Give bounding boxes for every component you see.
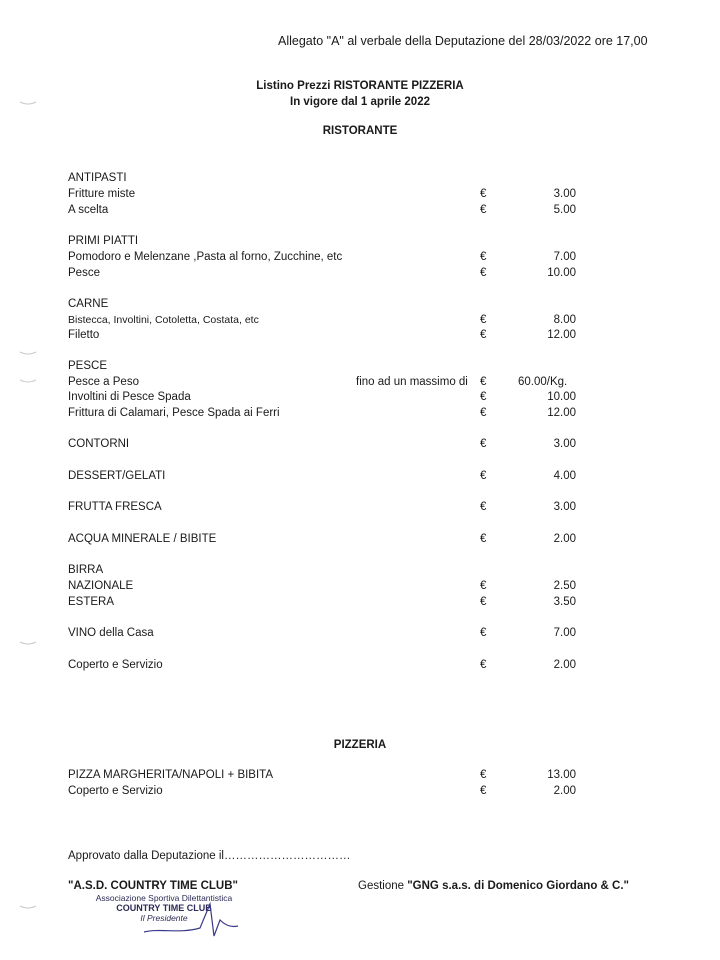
menu-item-vino [68, 627, 628, 643]
category-carne [68, 298, 628, 314]
item-label: NAZIONALE [68, 580, 134, 592]
currency-symbol: € [480, 204, 487, 216]
club-name: "A.S.D. COUNTRY TIME CLUB" [68, 880, 238, 892]
item-price: 13.00 [547, 769, 576, 781]
item-label: ACQUA MINERALE / BIBITE [68, 533, 217, 545]
item-label: Bistecca, Involtini, Cotoletta, Costata, etc [68, 314, 259, 326]
category-primi [68, 235, 628, 251]
item-price: 60.00/Kg. [518, 376, 568, 388]
section-title-pizzeria: PIZZERIA [333, 739, 387, 751]
item-price: 2.00 [553, 785, 576, 797]
category-heading: BIRRA [68, 564, 104, 576]
item-price: 2.00 [553, 659, 576, 671]
item-price: 12.00 [547, 329, 576, 341]
category-heading: ANTIPASTI [68, 172, 127, 184]
item-label: Coperto e Servizio [68, 659, 163, 671]
item-price: 7.00 [553, 627, 576, 639]
currency-symbol: € [480, 314, 487, 326]
item-label: FRUTTA FRESCA [68, 501, 162, 513]
currency-symbol: € [480, 627, 487, 639]
title-line-2: In vigore dal 1 aprile 2022 [290, 96, 430, 108]
currency-symbol: € [480, 785, 487, 797]
item-price: 3.50 [553, 596, 576, 608]
currency-symbol: € [480, 251, 487, 263]
currency-symbol: € [480, 376, 487, 388]
item-price: 4.00 [553, 470, 576, 482]
menu-item [68, 251, 628, 267]
menu-item [68, 580, 628, 596]
currency-symbol: € [480, 267, 487, 279]
currency-symbol: € [480, 580, 487, 592]
menu-item [68, 391, 628, 407]
menu-item [68, 188, 628, 204]
item-price: 3.00 [553, 501, 576, 513]
item-label: VINO della Casa [68, 627, 154, 639]
currency-symbol: € [480, 769, 487, 781]
item-price: 12.00 [547, 407, 576, 419]
item-label: Fritture miste [68, 188, 136, 200]
menu-item-acqua [68, 533, 628, 549]
header-note: Allegato "A" al verbale della Deputazione del 28/03/2022 ore 17,00 [278, 34, 648, 48]
category-pesce [68, 360, 628, 376]
item-label: Pesce a Peso [68, 376, 139, 388]
item-price: 2.00 [553, 533, 576, 545]
category-birra [68, 564, 628, 580]
item-label: Filetto [68, 329, 100, 341]
item-label: CONTORNI [68, 438, 130, 450]
item-note: fino ad un massimo di [356, 376, 468, 388]
item-price: 3.00 [553, 188, 576, 200]
menu-item [68, 267, 628, 283]
item-price: 5.00 [553, 204, 576, 216]
menu-item [68, 204, 628, 220]
item-label: Coperto e Servizio [68, 785, 163, 797]
currency-symbol: € [480, 501, 487, 513]
menu-item-coperto [68, 659, 628, 675]
category-antipasti [68, 172, 628, 188]
item-label: A scelta [68, 204, 109, 216]
currency-symbol: € [480, 329, 487, 341]
item-label: PIZZA MARGHERITA/NAPOLI + BIBITA [68, 769, 274, 781]
menu-item [68, 407, 628, 423]
item-price: 2.50 [553, 580, 576, 592]
item-label: DESSERT/GELATI [68, 470, 166, 482]
gestione-prefix: Gestione [358, 880, 408, 892]
category-heading: PESCE [68, 360, 107, 372]
currency-symbol: € [480, 659, 487, 671]
section-title-ristorante: RISTORANTE [322, 125, 398, 137]
stamp-line-3: Il Presidente [140, 913, 188, 923]
item-label: Pomodoro e Melenzane ,Pasta al forno, Zucchine, etc [68, 251, 343, 263]
stamp-line-1: Associazione Sportiva Dilettantistica [95, 893, 233, 903]
currency-symbol: € [480, 188, 487, 200]
menu-item [68, 596, 628, 612]
title-line-1: Listino Prezzi RISTORANTE PIZZERIA [256, 80, 464, 92]
menu-item [68, 376, 628, 392]
currency-symbol: € [480, 407, 487, 419]
item-price: 10.00 [547, 267, 576, 279]
currency-symbol: € [480, 438, 487, 450]
gestione-name: "GNG s.a.s. di Domenico Giordano & C." [407, 880, 630, 892]
item-price: 8.00 [553, 314, 576, 326]
category-heading: PRIMI PIATTI [68, 235, 139, 247]
approval-line: Approvato dalla Deputazione il…………………………… [68, 850, 351, 862]
menu-item-dessert [68, 470, 628, 486]
menu-item-contorni [68, 438, 628, 454]
item-price: 7.00 [553, 251, 576, 263]
currency-symbol: € [480, 596, 487, 608]
item-label: Frittura di Calamari, Pesce Spada ai Ferri [68, 407, 280, 419]
menu-item [68, 785, 628, 801]
item-label: Involtini di Pesce Spada [68, 391, 191, 403]
item-price: 10.00 [547, 391, 576, 403]
signature [140, 898, 240, 942]
menu-item [68, 329, 628, 345]
scan-marks [18, 100, 38, 920]
menu-item-frutta [68, 501, 628, 517]
gestione-line [358, 880, 629, 892]
currency-symbol: € [480, 533, 487, 545]
menu-item [68, 769, 628, 785]
menu-item [68, 314, 628, 330]
item-label: ESTERA [68, 596, 115, 608]
stamp-line-2: COUNTRY TIME CLUB [116, 903, 212, 913]
item-label: Pesce [68, 267, 100, 279]
currency-symbol: € [480, 470, 487, 482]
item-price: 3.00 [553, 438, 576, 450]
category-heading: CARNE [68, 298, 109, 310]
currency-symbol: € [480, 391, 487, 403]
